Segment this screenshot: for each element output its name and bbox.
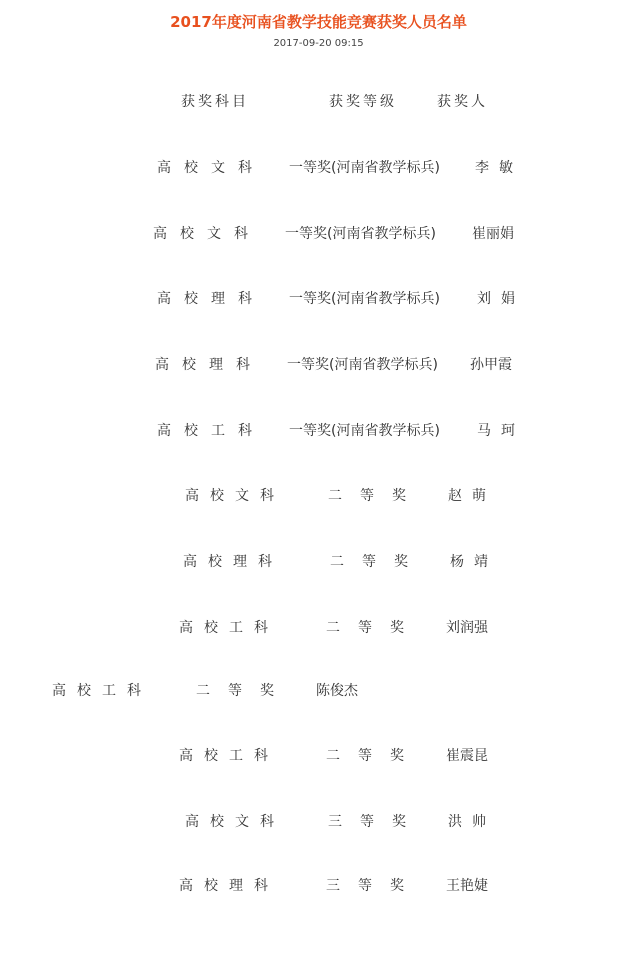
publish-timestamp: 2017-09-20 09:15 — [273, 38, 364, 49]
row-level: 二等奖 — [328, 488, 424, 504]
row-subject: 高校文科 — [157, 160, 265, 176]
row-subject: 高校工科 — [52, 683, 152, 699]
row-level: 二等奖 — [326, 748, 422, 764]
header-subject: 获奖科目 — [181, 94, 249, 110]
row-subject: 高校文科 — [185, 814, 285, 830]
table-row — [0, 288, 637, 310]
row-level: 三等奖 — [326, 878, 422, 894]
table-header — [0, 91, 637, 113]
row-level: 一等奖(河南省教学标兵) — [289, 291, 440, 307]
table-row — [0, 354, 637, 376]
row-subject: 高校工科 — [179, 620, 279, 636]
header-name: 获奖人 — [437, 94, 488, 110]
table-row — [0, 811, 637, 833]
row-subject: 高校文科 — [153, 226, 261, 242]
table-row — [0, 617, 637, 639]
table-row — [0, 420, 637, 442]
row-name: 崔丽娟 — [472, 226, 514, 242]
row-name: 赵萌 — [448, 488, 496, 504]
row-level: 一等奖(河南省教学标兵) — [285, 226, 436, 242]
row-name: 刘娟 — [477, 291, 525, 307]
table-row — [0, 875, 637, 897]
row-subject: 高校理科 — [157, 291, 265, 307]
row-subject: 高校理科 — [183, 554, 283, 570]
row-level: 一等奖(河南省教学标兵) — [289, 160, 440, 176]
row-name: 陈俊杰 — [316, 683, 358, 699]
row-name: 马珂 — [477, 423, 525, 439]
table-row — [0, 157, 637, 179]
row-name: 王艳婕 — [446, 878, 488, 894]
table-row — [0, 485, 637, 507]
table-row — [0, 551, 637, 573]
row-name: 崔震昆 — [446, 748, 488, 764]
row-level: 二等奖 — [326, 620, 422, 636]
row-subject: 高校理科 — [179, 878, 279, 894]
table-row — [0, 223, 637, 245]
row-subject: 高校工科 — [179, 748, 279, 764]
row-level: 一等奖(河南省教学标兵) — [287, 357, 438, 373]
table-row — [0, 745, 637, 767]
row-level: 二等奖 — [196, 683, 292, 699]
row-name: 孙甲霞 — [470, 357, 512, 373]
page-title: 2017年度河南省教学技能竞赛获奖人员名单 — [170, 13, 467, 31]
row-name: 刘润强 — [446, 620, 488, 636]
row-level: 二等奖 — [330, 554, 426, 570]
table-row — [0, 680, 637, 702]
row-name: 杨靖 — [450, 554, 498, 570]
header-level: 获奖等级 — [329, 94, 397, 110]
row-level: 一等奖(河南省教学标兵) — [289, 423, 440, 439]
row-subject: 高校理科 — [155, 357, 263, 373]
row-subject: 高校文科 — [185, 488, 285, 504]
row-name: 李敏 — [475, 160, 523, 176]
row-name: 洪帅 — [448, 814, 496, 830]
row-level: 三等奖 — [328, 814, 424, 830]
row-subject: 高校工科 — [157, 423, 265, 439]
